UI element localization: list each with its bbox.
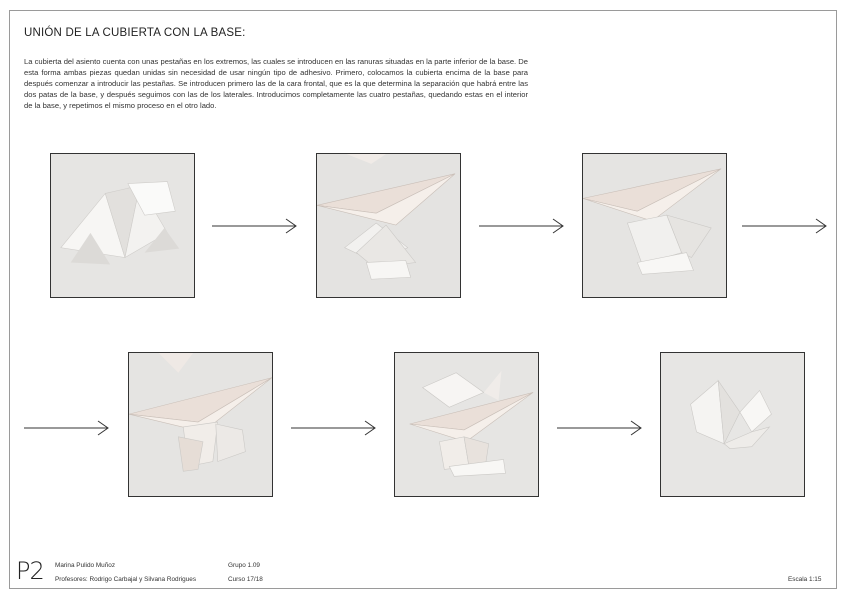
step-2-photo (316, 153, 461, 298)
scale-label: Escala 1:15 (788, 576, 822, 583)
group-label: Grupo 1.09 (228, 562, 260, 569)
sheet-code: P2 (16, 557, 44, 585)
step-3-photo (582, 153, 727, 298)
step-1-photo (50, 153, 195, 298)
author-name: Marina Pulido Muñoz (55, 562, 116, 569)
teachers-line: Profesores: Rodrigo Carbajal y Silvana Rodrigues (55, 576, 197, 583)
step-5-photo (394, 352, 539, 497)
course-label: Curso 17/18 (228, 576, 263, 583)
arrow-3 (742, 218, 828, 234)
description-paragraph: La cubierta del asiento cuenta con unas pestañas en los extremos, las cuales se introducen en las ranuras situadas en la parte inferior de la base. De esta forma ambas piezas quedan unidas sin necesidad de usar ningún tipo de adhesivo. Primero, colocamos la cubierta encima de la base para después comenzar a introducir las pestañas. Se introducen primero las de la cara frontal, que es la que determina la separación que habrá entre las dos patas de la base, y después seguimos con las de los laterales. Introducimos completamente las cuatro pestañas, quedando estas en el interior de la base, y repetimos el mismo proceso en el otro lado. (24, 57, 528, 111)
arrow-1 (212, 218, 298, 234)
step-4-photo (128, 352, 273, 497)
arrow-6 (557, 420, 643, 436)
arrow-2 (479, 218, 565, 234)
arrow-4 (24, 420, 110, 436)
arrow-5 (291, 420, 377, 436)
page-title: UNIÓN DE LA CUBIERTA CON LA BASE: (24, 27, 246, 39)
step-6-photo (660, 352, 805, 497)
